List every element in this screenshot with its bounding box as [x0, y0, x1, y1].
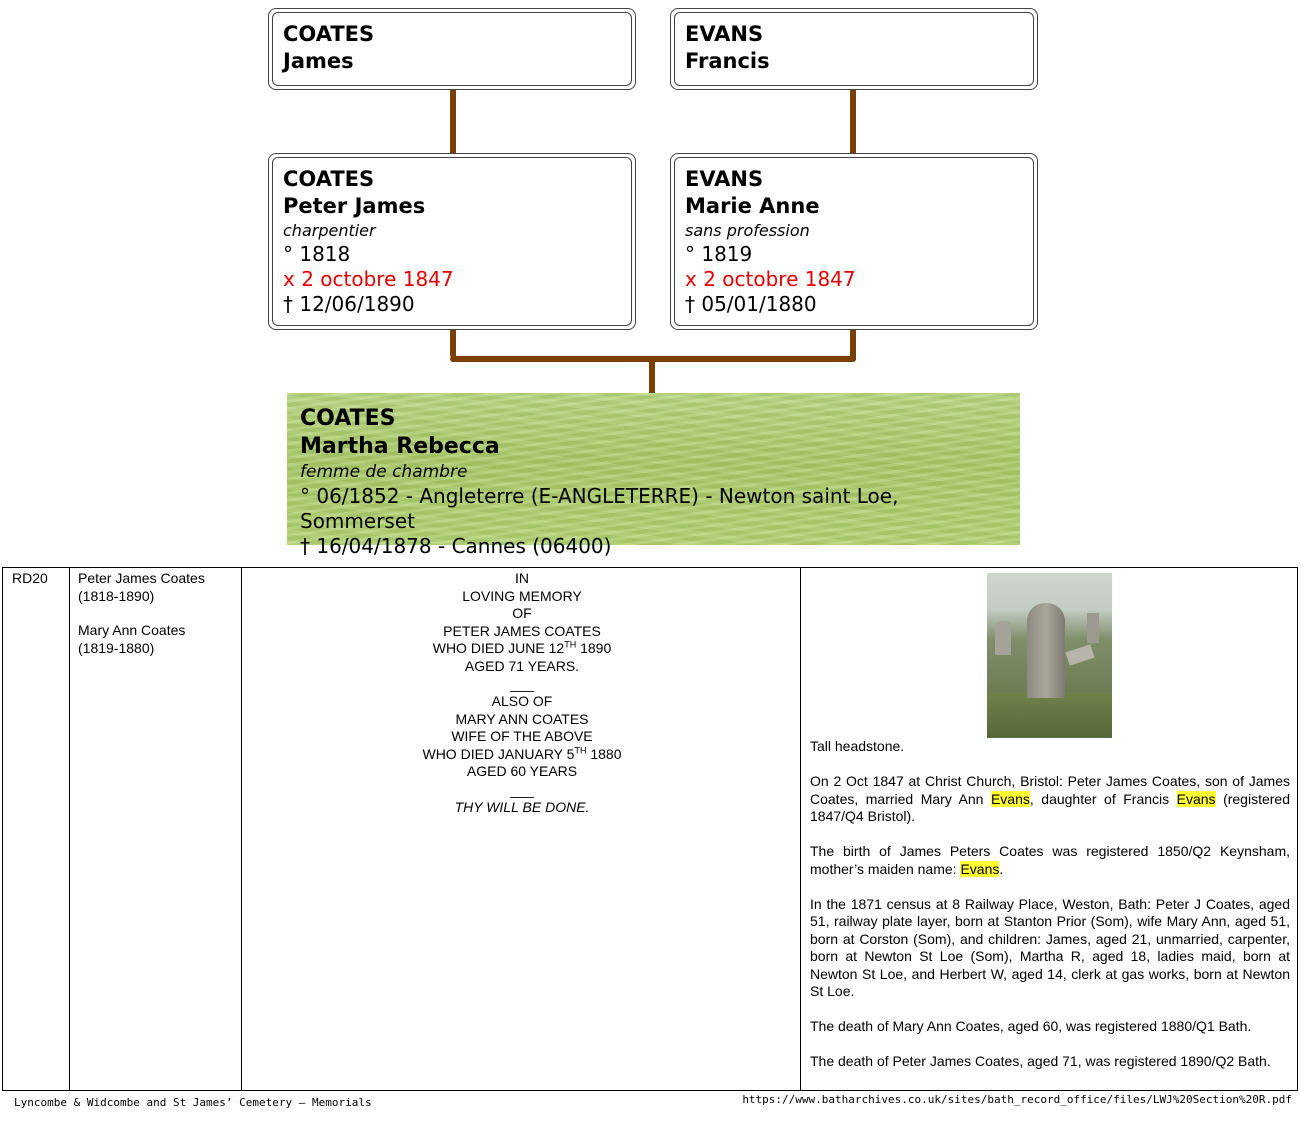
inscription-motto: THY WILL BE DONE. [454, 798, 590, 815]
inscription-line: AGED 71 YEARS. [464, 657, 580, 674]
column-divider [69, 568, 70, 1090]
surname: EVANS [685, 167, 764, 191]
highlight-evans: Evans [960, 860, 1000, 877]
death-info: † 16/04/1878 - Cannes (06400) [300, 534, 612, 558]
surname: EVANS [685, 22, 764, 46]
birth-date: ° 1818 [283, 242, 351, 266]
given-name: James [283, 49, 354, 73]
inscription [247, 570, 797, 816]
person-box-peter-james-coates[interactable] [268, 153, 636, 330]
marriage-date: x 2 octobre 1847 [685, 267, 856, 291]
column-divider [800, 568, 801, 1090]
occupation: femme de chambre [300, 462, 468, 482]
inscription-line: MARY ANN COATES [455, 710, 589, 727]
inscription-line: PETER JAMES COATES [443, 622, 601, 639]
memorial-names [78, 570, 238, 674]
inscription-line: IN [515, 570, 529, 586]
given-name: Marie Anne [685, 194, 820, 218]
column-divider [2, 568, 3, 1090]
marriage-date: x 2 octobre 1847 [283, 267, 454, 291]
inscription-line: AGED 60 YEARS [466, 763, 578, 779]
inscription-line: ALSO OF [491, 693, 553, 709]
person-dates: (1819-1880) [78, 639, 155, 656]
column-divider [1297, 568, 1298, 1090]
memorial-ref: RD20 [12, 570, 48, 586]
death-date: † 12/06/1890 [283, 292, 415, 316]
footer-title: Lyncombe & Widcombe and St James’ Cemetery – Memorials [14, 1096, 372, 1109]
inscription-line: WIFE OF THE ABOVE [451, 728, 593, 744]
name-entry [78, 570, 238, 605]
note-paragraph: The birth of James Peters Coates was registered 1850/Q2 Keynsham, mother’s maiden name: Evans. [810, 843, 1290, 877]
person-box-martha-rebecca-coates[interactable] [287, 393, 1020, 558]
inscription-line: OF [512, 605, 532, 621]
given-name: Martha Rebecca [300, 434, 500, 459]
note-paragraph: On 2 Oct 1847 at Christ Church, Bristol: Peter James Coates, son of James Coates, married Mary Ann Evans, daughter of Francis Evans (registered 1847/Q4 Bristol). [810, 773, 1290, 824]
person-box-francis-evans[interactable] [670, 8, 1038, 90]
inscription-line: WHO DIED JANUARY 5TH 1880 [422, 744, 622, 762]
surname: COATES [300, 406, 396, 431]
note-paragraph: The death of Peter James Coates, aged 71, was registered 1890/Q2 Bath. [810, 1053, 1271, 1069]
name-entry [78, 622, 238, 657]
highlight-evans: Evans [990, 790, 1030, 807]
headstone-photo [987, 573, 1112, 738]
connector-subject [649, 356, 655, 394]
death-date: † 05/01/1880 [685, 292, 817, 316]
given-name: Francis [685, 49, 770, 73]
inscription-separator: ___ [510, 676, 534, 692]
surname: COATES [283, 22, 375, 46]
connector-maternal [850, 90, 856, 154]
birth-date: ° 1819 [685, 242, 753, 266]
note-paragraph: The death of Mary Ann Coates, aged 60, was registered 1880/Q1 Bath. [810, 1018, 1252, 1034]
memorial-notes [810, 738, 1290, 1071]
memorial-table [2, 567, 1298, 1091]
person-name: Mary Ann Coates [78, 622, 186, 638]
birth-info: ° 06/1852 - Angleterre (E-ANGLETERRE) - Newton saint Loe, Sommerset [300, 484, 899, 533]
inscription-line: WHO DIED JUNE 12TH 1890 [432, 639, 612, 656]
note-paragraph: Tall headstone. [810, 738, 905, 754]
connector-paternal [450, 90, 456, 154]
highlight-evans: Evans [1176, 790, 1216, 807]
note-paragraph: In the 1871 census at 8 Railway Place, Weston, Bath: Peter J Coates, aged 51, railway plate layer, born at Stanton Prior (Som), wife Mary Ann, aged 51, born at Corston (Som), and children: James, aged 21, unmarried, carpenter, born at Newton St Loe (Som), Martha R, aged 18, ladies maid, born at Newton St Loe, and Herbert W, aged 14, clerk at gas works, born at Newton St Loe. [810, 895, 1290, 999]
column-divider [241, 568, 242, 1090]
inscription-separator: ___ [510, 781, 534, 798]
person-dates: (1818-1890) [78, 587, 155, 604]
person-box-marie-anne-evans[interactable] [670, 153, 1038, 330]
person-box-james-coates[interactable] [268, 8, 636, 90]
occupation: sans profession [685, 221, 810, 240]
person-name: Peter James Coates [78, 570, 205, 586]
footer-url[interactable]: https://www.batharchives.co.uk/sites/bath_record_office/files/LWJ%20Section%20R.pdf [742, 1093, 1292, 1106]
inscription-line: LOVING MEMORY [462, 587, 582, 604]
surname: COATES [283, 167, 375, 191]
given-name: Peter James [283, 194, 426, 218]
occupation: charpentier [283, 221, 376, 240]
